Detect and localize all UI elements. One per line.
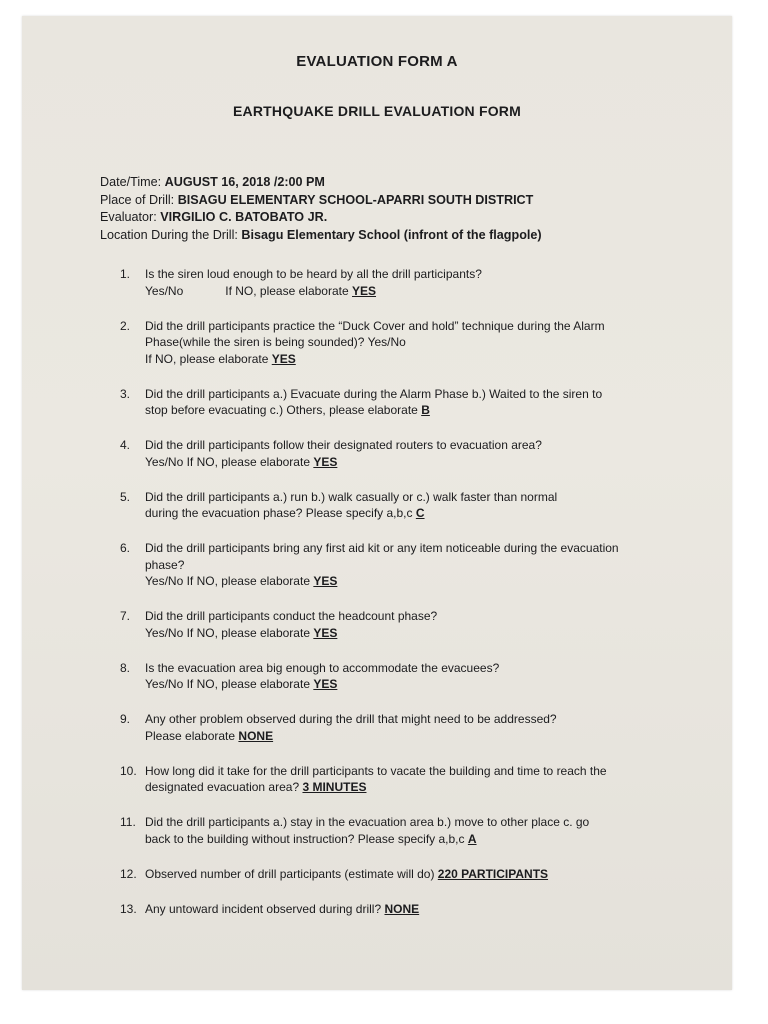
question-text: Did the drill participants a.) run b.) walk casually or c.) walk faster than normal (145, 489, 558, 504)
question-text: designated evacuation area? (145, 780, 300, 794)
location-label: Location During the Drill: (100, 227, 238, 242)
elaborate-label: Please elaborate (145, 728, 236, 743)
question-item (120, 540, 680, 590)
question-list (120, 266, 680, 936)
elaborate-label: If NO, please elaborate (225, 283, 349, 298)
form-title: EVALUATION FORM A (296, 53, 458, 70)
question-text: during the evacuation phase? Please specify a,b,c (145, 506, 413, 520)
date-time-line (100, 174, 542, 192)
question-item (120, 437, 680, 470)
question-number: 7. (120, 609, 131, 623)
question-text: Did the drill participants practice the “Duck Cover and hold” technique during the Alarm (145, 318, 605, 333)
question-number: 6. (120, 541, 131, 555)
answer: 220 PARTICIPANTS (437, 866, 549, 881)
question-number: 3. (120, 386, 131, 401)
question-number: 1. (120, 267, 131, 281)
question-text: Did the drill participants a.) Evacuate during the Alarm Phase b.) Waited to the siren to (145, 386, 603, 401)
answer: YES (313, 574, 338, 588)
answer: C (415, 506, 425, 520)
question-item (120, 266, 680, 299)
question-text: Phase(while the siren is being sounded)? Yes/No (145, 335, 406, 349)
date-time-value: AUGUST 16, 2018 /2:00 PM (164, 175, 325, 189)
question-number: 11. (120, 815, 136, 829)
location-line (100, 227, 542, 245)
answer: NONE (238, 728, 274, 743)
answer: 3 MINUTES (302, 780, 367, 794)
question-item (120, 660, 680, 693)
answer: YES (352, 283, 377, 298)
date-time-label: Date/Time: (100, 175, 162, 189)
question-item (120, 711, 680, 744)
question-number: 10. (120, 763, 137, 778)
evaluator-value: VIRGILIO C. BATOBATO JR. (160, 210, 328, 224)
answer: A (467, 831, 477, 846)
question-text: Did the drill participants a.) stay in the evacuation area b.) move to other place c. go (145, 815, 590, 829)
yes-no-label: Yes/No (145, 283, 184, 298)
question-item (120, 608, 680, 641)
drill-info (100, 174, 542, 244)
question-text: Is the siren loud enough to be heard by all the drill participants? (145, 267, 482, 281)
question-item (120, 763, 680, 796)
question-number: 13. (120, 901, 137, 916)
answer: YES (313, 625, 338, 640)
question-item (120, 489, 680, 522)
evaluator-label: Evaluator: (100, 210, 157, 224)
place-line (100, 192, 542, 210)
place-label: Place of Drill: (100, 192, 175, 207)
evaluator-line (100, 209, 542, 227)
elaborate-label: If NO, please elaborate (145, 351, 269, 366)
location-value: Bisagu Elementary School (infront of the flagpole) (241, 227, 542, 242)
question-text: back to the building without instruction? Please specify a,b,c (145, 831, 465, 846)
question-text: Any other problem observed during the drill that might need to be addressed? (145, 712, 557, 726)
question-item (120, 318, 680, 368)
place-value: BISAGU ELEMENTARY SCHOOL-APARRI SOUTH DISTRICT (177, 192, 534, 207)
answer: B (421, 403, 430, 417)
question-number: 2. (120, 318, 131, 333)
answer: YES (271, 351, 296, 366)
answer: YES (313, 677, 338, 691)
elaborate-label: Yes/No If NO, please elaborate (145, 454, 310, 469)
form-subtitle: EARTHQUAKE DRILL EVALUATION FORM (233, 103, 521, 119)
question-text: Did the drill participants conduct the headcount phase? (145, 609, 438, 623)
question-number: 9. (120, 712, 131, 726)
question-text: How long did it take for the drill participants to vacate the building and time to reach the (145, 763, 607, 778)
question-text: Observed number of drill participants (estimate will do) (145, 866, 435, 881)
elaborate-label: Yes/No If NO, please elaborate (145, 677, 310, 691)
question-number: 8. (120, 660, 131, 675)
question-text: Is the evacuation area big enough to accommodate the evacuees? (145, 660, 500, 675)
question-item (120, 386, 680, 419)
question-item (120, 866, 680, 883)
question-number: 5. (120, 489, 131, 504)
question-text: Did the drill participants bring any first aid kit or any item noticeable during the evacuation (145, 541, 619, 555)
question-number: 4. (120, 438, 131, 452)
question-text: phase? (145, 557, 185, 572)
question-number: 12. (120, 866, 137, 881)
question-text: Any untoward incident observed during drill? (145, 901, 382, 916)
question-text: Did the drill participants follow their designated routers to evacuation area? (145, 438, 542, 452)
question-text: stop before evacuating c.) Others, please elaborate (145, 403, 418, 417)
answer: NONE (384, 901, 420, 916)
elaborate-label: Yes/No If NO, please elaborate (145, 574, 310, 588)
question-item (120, 814, 680, 847)
elaborate-label: Yes/No If NO, please elaborate (145, 625, 310, 640)
form-paper (22, 16, 732, 990)
question-item (120, 901, 680, 918)
answer: YES (313, 454, 338, 469)
